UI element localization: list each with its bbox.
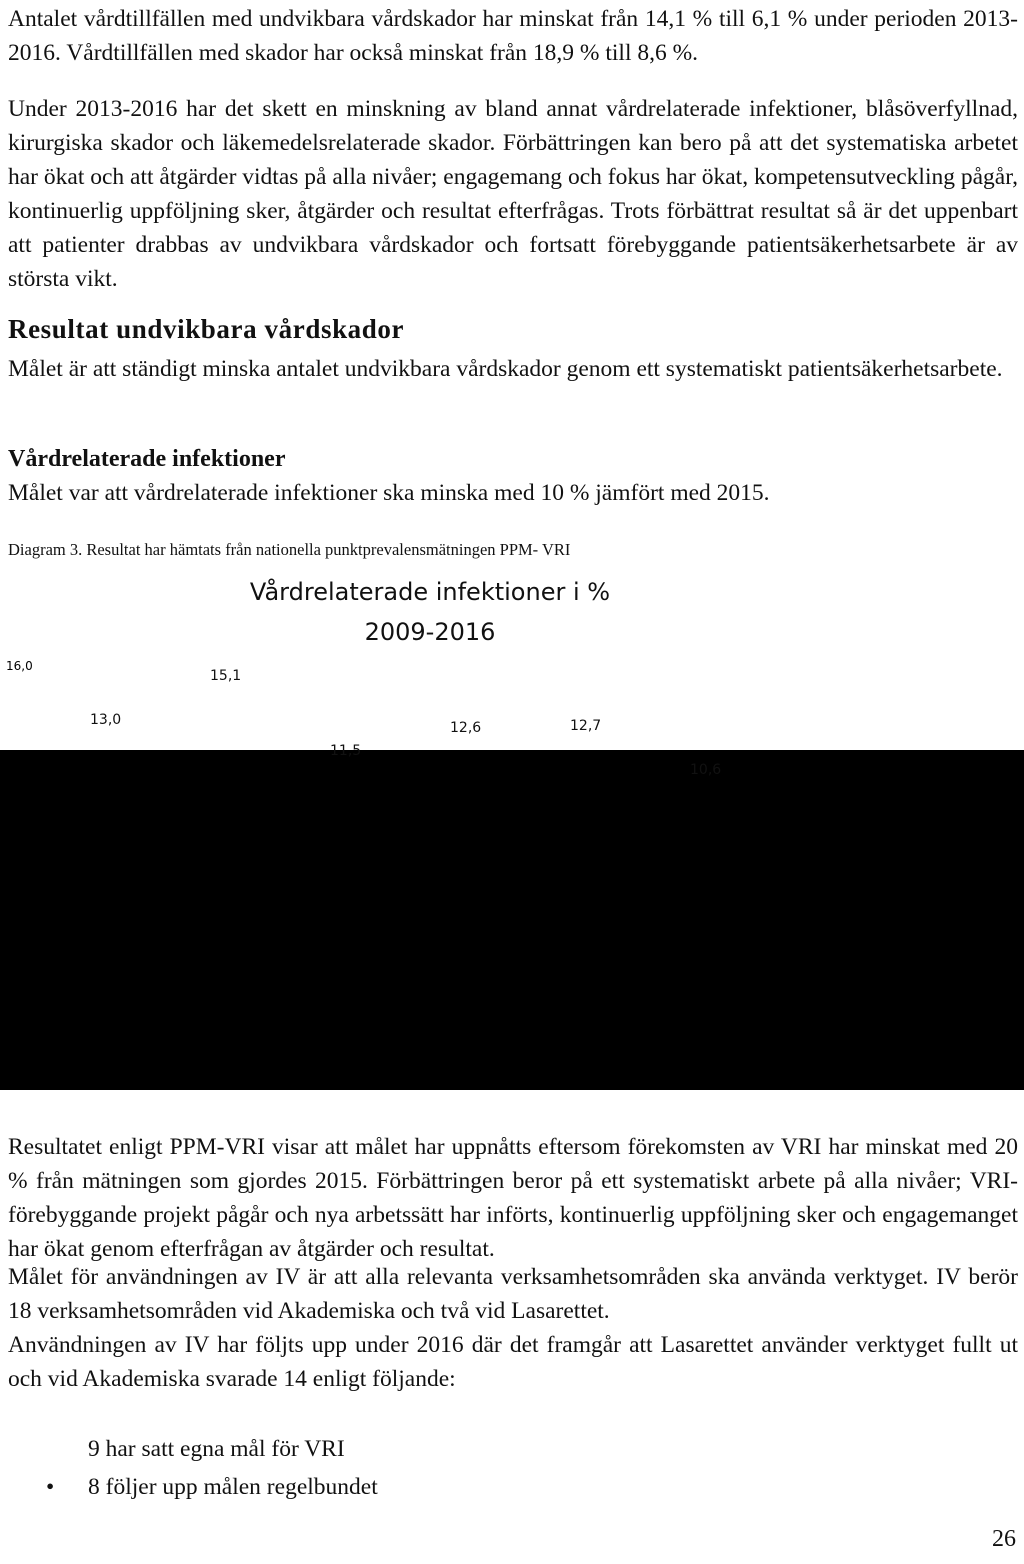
infections-heading: Vårdrelaterade infektioner bbox=[8, 446, 286, 472]
page-number: 26 bbox=[992, 1526, 1016, 1552]
data-label: 13,0 bbox=[90, 711, 122, 728]
list-item bbox=[8, 1468, 378, 1506]
data-label: 12,6 bbox=[450, 720, 482, 737]
chart-area bbox=[0, 640, 1024, 1090]
results-heading: Resultat undvikbara vårdskador bbox=[8, 314, 405, 344]
results-paragraph: Målet är att ständigt minska antalet undvikbara vårdskador genom ett systematiskt patientsäkerhetsarbete. bbox=[8, 356, 1003, 382]
data-label: 15,1 bbox=[210, 667, 242, 684]
intro-paragraph-1: Antalet vårdtillfällen med undvikbara vårdskador har minskat från 14,1 % till 6,1 % under perioden 2013-2016. Vårdtillfällen med skador har också minskat från 18,9 % till 8,6 %. bbox=[8, 6, 1018, 66]
intro-paragraph-2: Under 2013-2016 har det skett en minskning av bland annat vårdrelaterade infektioner, blåsöverfyllnad, kirurgiska skador och läkemedelsrelaterade skador. Förbättringen kan bero på att det systematiska arbetet har ökat och att åtgärder vidtas på alla nivåer; engagemang och fokus har ökat, kompetensutveckling pågår, kontinuerlig uppföljning sker, åtgärder och resultat efterfrågas. Trots förbättrat resultat så är det uppenbart att patienter drabbas av undvikbara vårdskador och fortsatt förebyggande patientsäkerhetsarbete är av största vikt. bbox=[8, 96, 1018, 292]
after-chart-paragraph-1: Resultatet enligt PPM-VRI visar att målet har uppnåtts eftersom förekomsten av VRI har minskat med 20 % från mätningen som gjordes 2015. Förbättringen beror på ett systematiskt arbete på alla nivåer; VRI-förebyggande projekt pågår och nya arbetssätt har införts, kontinuerlig uppföljning sker och engagemanget har ökat genom efterfrågan av åtgärder och resultat. bbox=[8, 1134, 1018, 1262]
bullet-marker: • bbox=[46, 1474, 55, 1500]
list-item-text: 8 följer upp målen regelbundet bbox=[88, 1474, 378, 1500]
bullet-list bbox=[8, 1430, 378, 1506]
chart-caption: Diagram 3. Resultat har hämtats från nationella punktprevalensmätningen PPM- VRI bbox=[8, 540, 571, 559]
chart-title: Vårdrelaterade infektioner i % bbox=[249, 578, 611, 606]
chart-svg bbox=[0, 640, 1024, 1090]
data-label: 12,7 bbox=[570, 718, 602, 735]
chart-subtitle: 2009-2016 bbox=[364, 618, 496, 646]
chart-plot-background bbox=[0, 750, 1024, 1090]
after-chart-paragraph-2: Målet för användningen av IV är att alla relevanta verksamhetsområden ska använda verktyget. IV berör 18 verksamhetsområden vid Akademiska och två vid Lasarettet. bbox=[8, 1264, 1018, 1324]
list-item bbox=[8, 1430, 378, 1468]
infections-paragraph: Målet var att vårdrelaterade infektioner ska minska med 10 % jämfört med 2015. bbox=[8, 480, 770, 506]
y-axis-max-label: 16,0 bbox=[6, 659, 33, 673]
after-chart-paragraph-3: Användningen av IV har följts upp under 2016 där det framgår att Lasarettet använder verktyget fullt ut och vid Akademiska svarade 14 enligt följande: bbox=[8, 1332, 1018, 1392]
data-label: 11,5 bbox=[330, 743, 362, 760]
data-label: 10,6 bbox=[690, 762, 722, 779]
list-item-text: 9 har satt egna mål för VRI bbox=[88, 1436, 345, 1462]
